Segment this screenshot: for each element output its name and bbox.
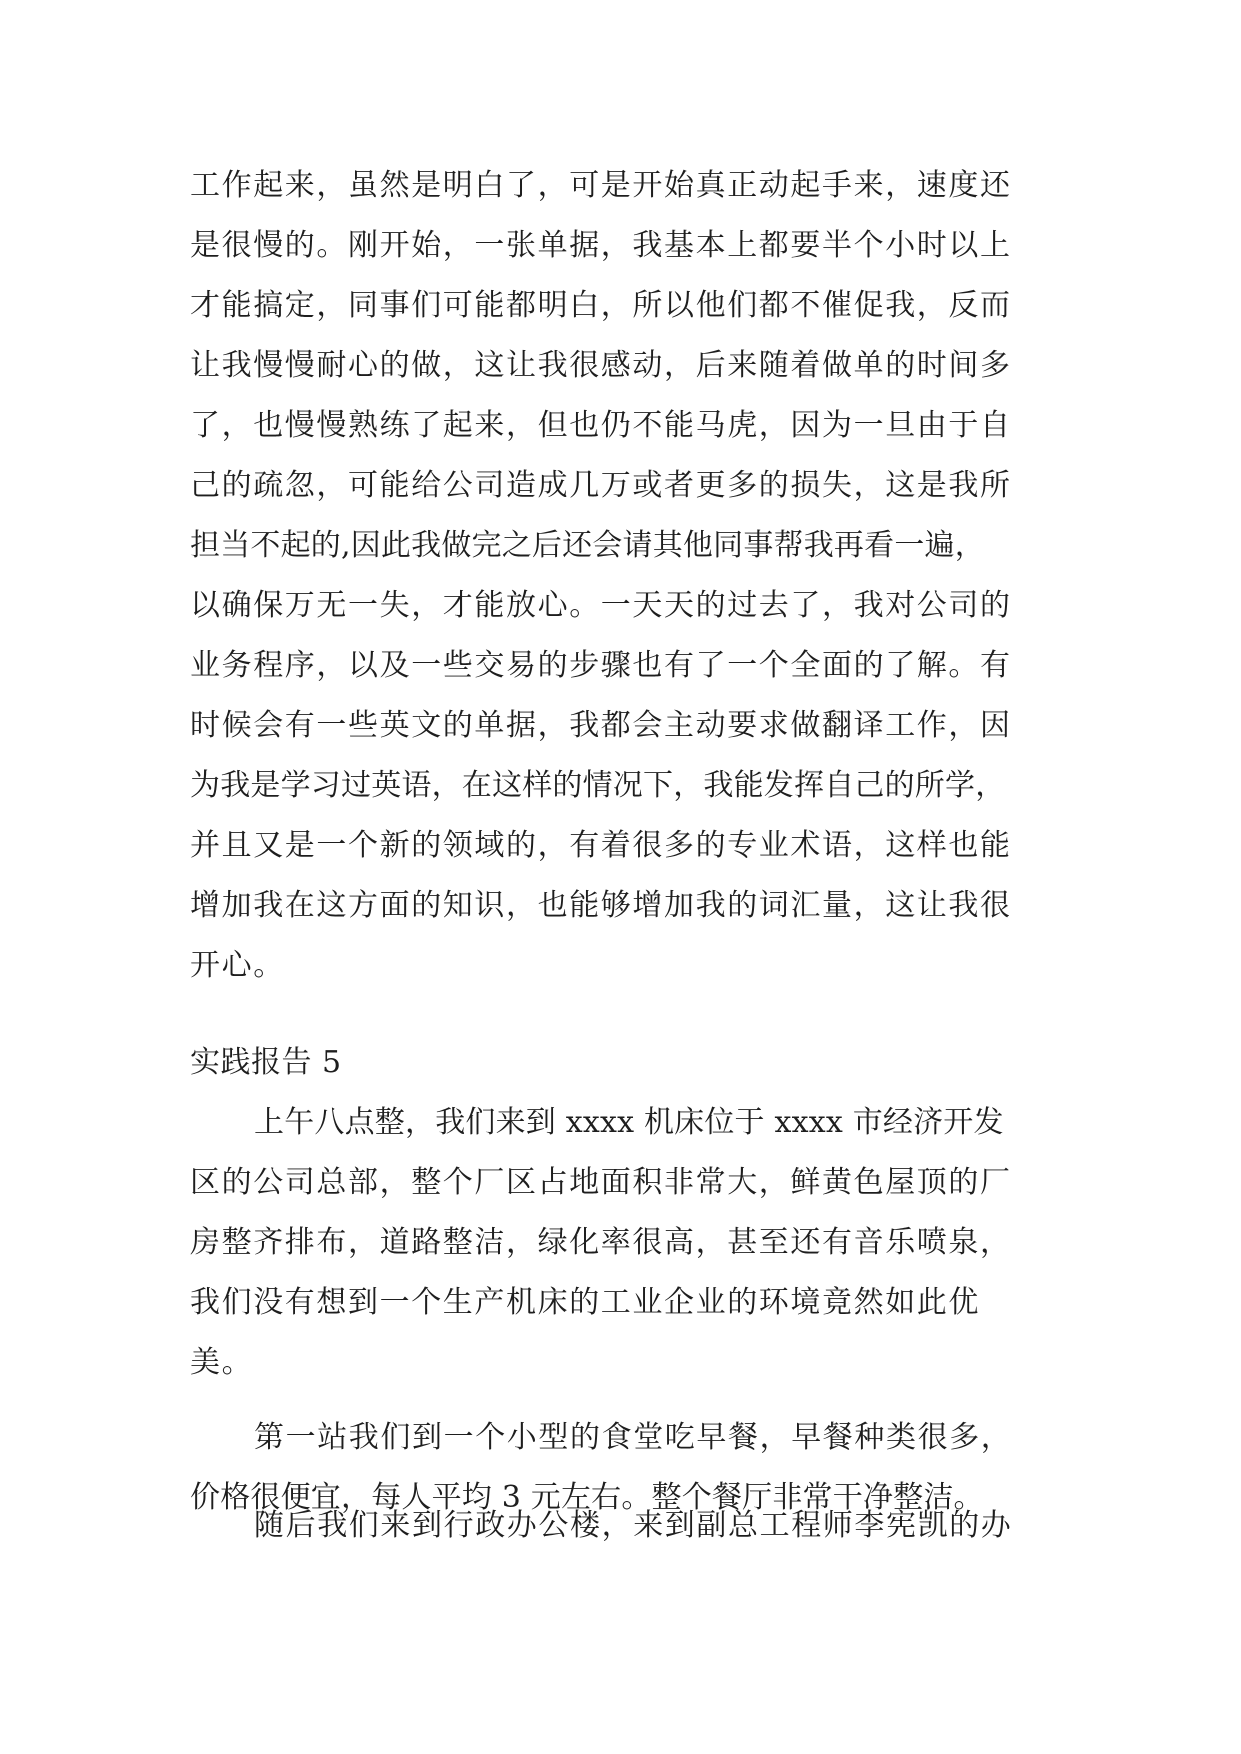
text-line: 是很慢的。刚开始，一张单据，我基本上都要半个小时以上 [190,228,1012,263]
text-line: 了，也慢慢熟练了起来，但也仍不能马虎，因为一旦由于自 [190,408,1012,443]
text-line: 增加我在这方面的知识，也能够增加我的词汇量，这让我很 [190,888,1012,923]
section-heading: 实践报告 5 [190,1045,342,1080]
text-line: 开心。 [190,948,285,983]
paragraph-arrival [190,1093,1070,1393]
text-line: 以确保万无一失，才能放心。一天天的过去了，我对公司的 [190,588,1012,623]
text-line: 让我慢慢耐心的做，这让我很感动，后来随着做单的时间多 [190,348,1012,383]
text-line: 工作起来，虽然是明白了，可是开始真正动起手来，速度还 [190,168,1012,203]
text-line: 才能搞定，同事们可能都明白，所以他们都不催促我，反而 [190,288,1012,323]
paragraph-office-visit [190,1496,1070,1556]
text-line: 业务程序，以及一些交易的步骤也有了一个全面的了解。有 [190,648,1012,683]
text-line: 房整齐排布，道路整洁，绿化率很高，甚至还有音乐喷泉， [190,1225,1012,1260]
text-line: 上午八点整，我们来到 xxxx 机床位于 xxxx 市经济开发 [254,1105,1004,1140]
text-line: 为我是学习过英语，在这样的情况下，我能发挥自己的所学， [190,768,1006,803]
paragraph-work-experience [190,156,1070,996]
text-line: 担当不起的,因此我做完之后还会请其他同事帮我再看一遍， [190,528,985,563]
text-line: 并且又是一个新的领域的，有着很多的专业术语，这样也能 [190,828,1012,863]
text-line: 己的疏忽，可能给公司造成几万或者更多的损失，这是我所 [190,468,1012,503]
text-line: 区的公司总部，整个厂区占地面积非常大，鲜黄色屋顶的厂 [190,1165,1012,1200]
text-line: 价格很便宜，每人平均 3 元左右。整个餐厅非常干净整洁。 [190,1480,984,1515]
text-line: 美。 [190,1345,254,1380]
text-line: 第一站我们到一个小型的食堂吃早餐，早餐种类很多， [254,1420,1013,1455]
text-line: 随后我们来到行政办公楼，来到副总工程师李宪凯的办 [254,1508,1013,1543]
text-line: 我们没有想到一个生产机床的工业企业的环境竟然如此优 [190,1285,980,1320]
text-line: 时候会有一些英文的单据，我都会主动要求做翻译工作，因 [190,708,1012,743]
